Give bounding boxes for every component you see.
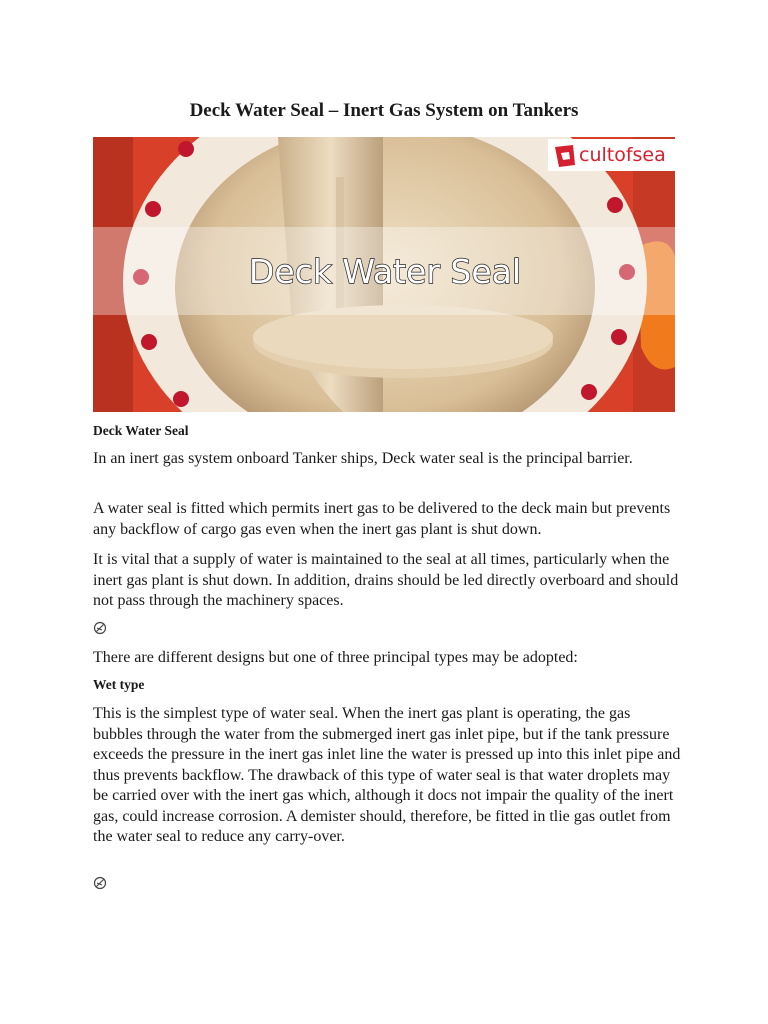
paragraph-wet-type: This is the simplest type of water seal. When the inert gas plant is operating, the gas bubbles through the water from the submerged inert gas inlet pipe, but if the tank pressure exceeds the pressure in the inert gas inlet line the water is pressed up into this inlet pipe and thus prevents backflow. The drawback of this type of water seal is that water droplets may be carried over with the inert gas which, although it docs not impair the quality of the inert gas, could increase corrosion. A demister should, therefore, be fitted in tlie gas outlet from the water seal to reduce any carry-over. xyxy=(93,705,681,845)
paragraph-designs: There are different designs but one of three principal types may be adopted: xyxy=(93,649,578,666)
hero-image xyxy=(93,137,675,412)
page-title: Deck Water Seal – Inert Gas System on Tankers xyxy=(189,100,579,121)
image-caption: Deck Water Seal xyxy=(93,423,189,438)
subheading-wet-type: Wet type xyxy=(93,677,145,692)
brand-text: cultofsea xyxy=(579,144,666,166)
paragraph-water-seal: A water seal is fitted which permits inert gas to be delivered to the deck main but prevents any backflow of cargo gas even when the inert gas plant is shut down. xyxy=(93,500,671,538)
brand-name xyxy=(579,144,666,166)
hero-overlay-text: Deck Water Seal xyxy=(248,252,522,291)
broken-image-icon xyxy=(93,876,107,890)
paragraph-intro: In an inert gas system onboard Tanker ships, Deck water seal is the principal barrier. xyxy=(93,450,633,467)
broken-image-icon xyxy=(93,621,107,635)
deck-water-seal-photo xyxy=(93,137,675,412)
paragraph-water-supply: It is vital that a supply of water is maintained to the seal at all times, particularly when the inert gas plant is shut down. In addition, drains should be led directly overboard and should not pass through the machinery spaces. xyxy=(93,551,679,609)
